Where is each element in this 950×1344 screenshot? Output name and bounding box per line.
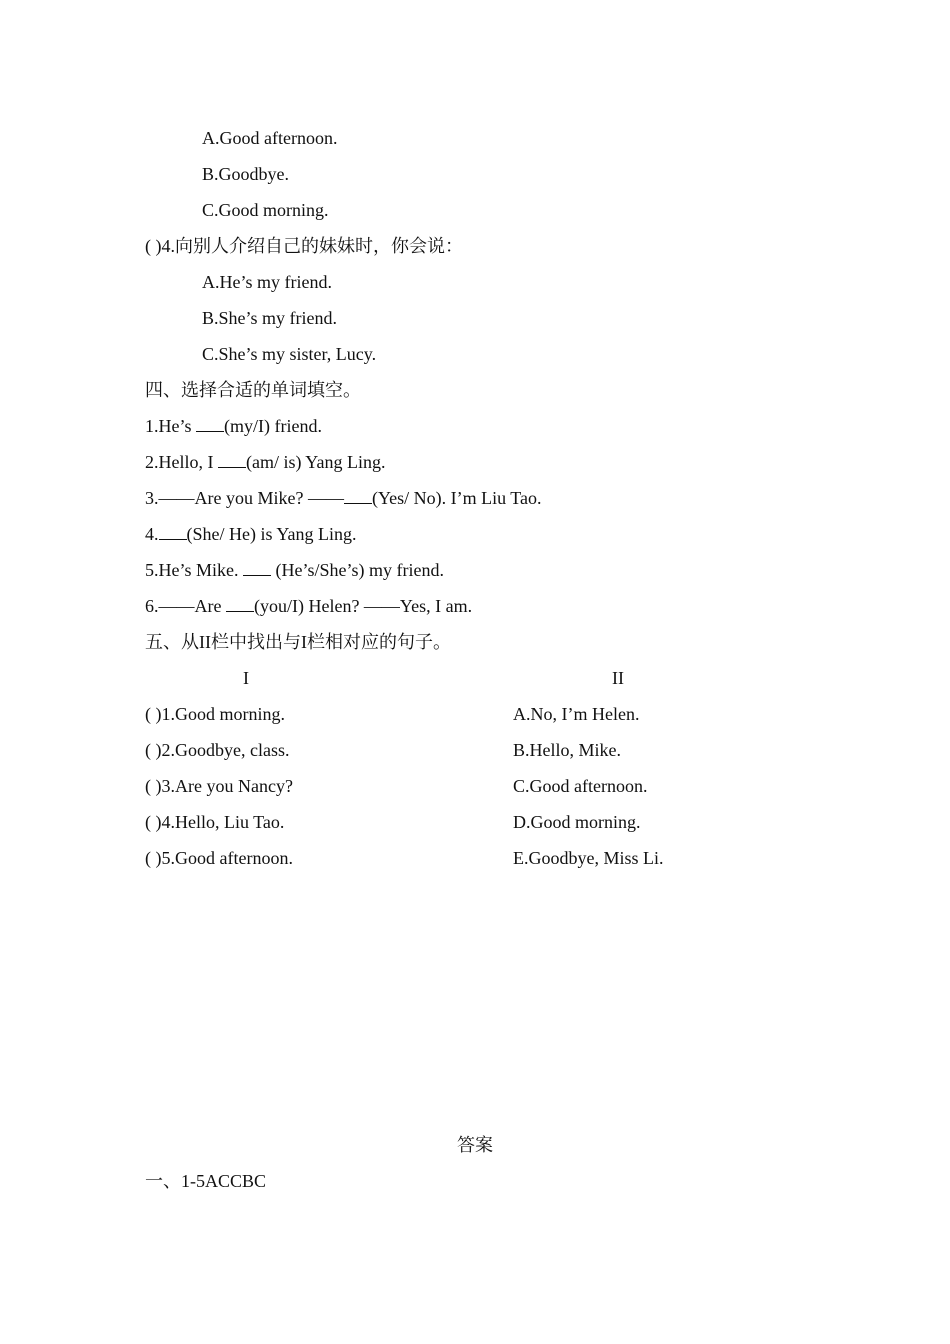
fill-item-pre: 5.He’s Mike.: [145, 560, 243, 580]
q4-option-b: B.She’s my friend.: [202, 308, 337, 328]
fill-item-pre: 3.——Are you Mike? ——: [145, 488, 344, 508]
q4-option-c: C.She’s my sister, Lucy.: [202, 344, 377, 364]
answer-paren: ( ): [145, 704, 162, 724]
match-item-text: 3.Are you Nancy?: [161, 776, 293, 796]
column-2-header: II: [612, 668, 624, 688]
match-item-5: [145, 847, 293, 869]
fill-item-pre: 4.: [145, 524, 159, 544]
match-item-text: 4.Hello, Liu Tao.: [161, 812, 285, 832]
match-option-b: B.Hello, Mike.: [513, 740, 621, 760]
q3-option-a: A.Good afternoon.: [202, 128, 338, 148]
fill-item-post: (you/I) Helen? ——Yes, I am.: [253, 596, 473, 616]
match-item-4: [145, 811, 284, 833]
match-item-2: [145, 739, 289, 761]
fill-item-pre: 6.——Are: [145, 596, 226, 616]
q3-option-c: C.Good morning.: [202, 200, 329, 220]
answer-paren: ( ): [145, 236, 162, 256]
fill-blank: [218, 452, 246, 468]
match-option-e: E.Goodbye, Miss Li.: [513, 848, 664, 868]
column-1-header: I: [243, 668, 249, 688]
match-option-a: A.No, I’m Helen.: [513, 704, 640, 724]
match-item-text: 1.Good morning.: [161, 704, 285, 724]
fill-item-2: [145, 451, 385, 473]
fill-item-3: [145, 487, 542, 509]
fill-item-post: (am/ is) Yang Ling.: [245, 452, 386, 472]
q3-option-b: B.Goodbye.: [202, 164, 289, 184]
fill-item-pre: 2.Hello, I: [145, 452, 218, 472]
fill-blank: [226, 596, 254, 612]
fill-item-post: (my/I) friend.: [224, 416, 322, 436]
answer-paren: ( ): [145, 848, 162, 868]
fill-blank: [243, 560, 271, 576]
fill-blank: [159, 524, 187, 540]
fill-item-6: [145, 595, 472, 617]
answers-title: 答案: [457, 1135, 493, 1155]
fill-blank: [196, 416, 224, 432]
fill-item-post: (She/ He) is Yang Ling.: [186, 524, 357, 544]
fill-item-pre: 1.He’s: [145, 416, 196, 436]
section5-heading: 五、从II栏中找出与I栏相对应的句子。: [145, 632, 451, 652]
match-item-text: 5.Good afternoon.: [161, 848, 293, 868]
fill-item-post: (Yes/ No). I’m Liu Tao.: [371, 488, 542, 508]
q4-option-a: A.He’s my friend.: [202, 272, 332, 292]
answer-paren: ( ): [145, 776, 162, 796]
q4-stem: 4.向别人介绍自己的妹妹时，你会说：: [161, 236, 463, 256]
section4-heading: 四、选择合适的单词填空。: [145, 380, 361, 400]
answers-line-1: 一、1-5ACCBC: [145, 1171, 267, 1191]
match-item-text: 2.Goodbye, class.: [161, 740, 290, 760]
fill-blank: [344, 488, 372, 504]
answer-paren: ( ): [145, 812, 162, 832]
fill-item-1: [145, 415, 322, 437]
match-item-1: [145, 703, 285, 725]
answer-paren: ( ): [145, 740, 162, 760]
fill-item-post: (He’s/She’s) my friend.: [271, 560, 444, 580]
fill-item-4: [145, 523, 357, 545]
fill-item-5: [145, 559, 444, 581]
match-option-d: D.Good morning.: [513, 812, 641, 832]
q4-stem-line: [145, 235, 463, 257]
match-option-c: C.Good afternoon.: [513, 776, 648, 796]
match-item-3: [145, 775, 293, 797]
